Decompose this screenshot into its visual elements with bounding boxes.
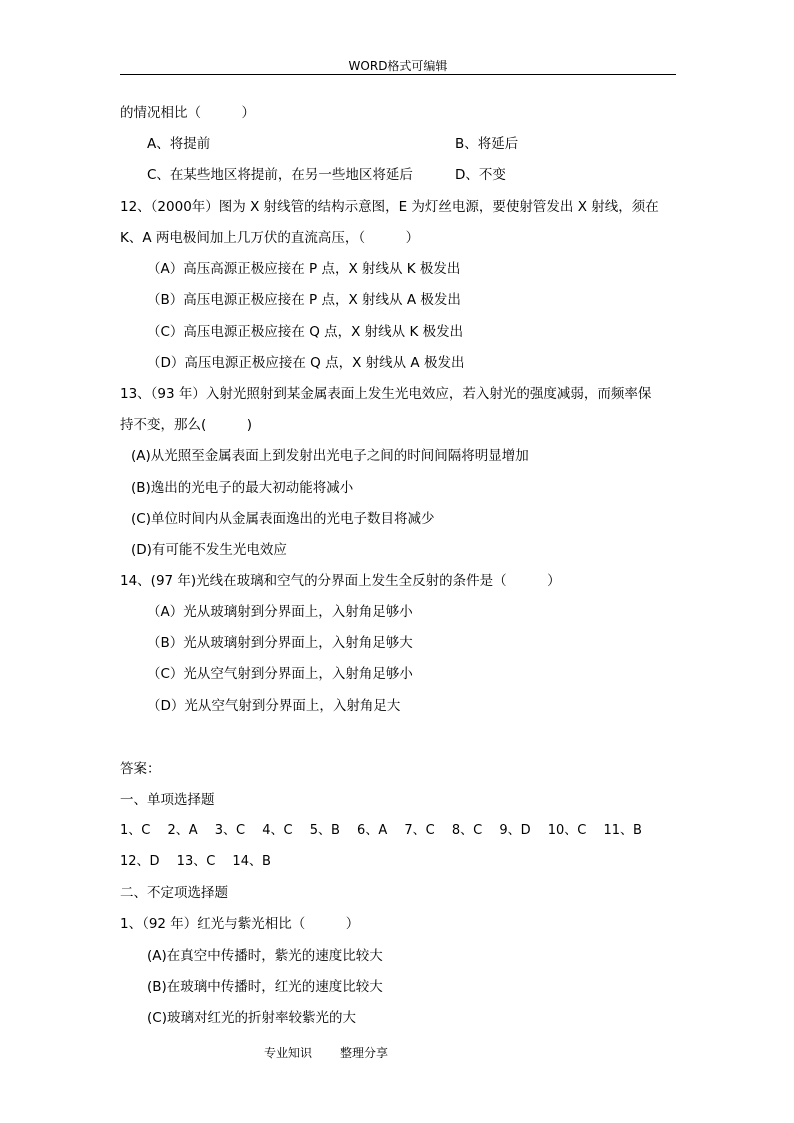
q14-option: （C）光从空气射到分界面上，入射角足够小 <box>147 666 413 682</box>
q12-option: （C）高压电源正极应接在 Q 点，X 射线从 K 极发出 <box>147 324 464 340</box>
answers-section-single: 一、单项选择题 <box>120 792 215 808</box>
q11-stem-tail: 的情况相比（ ） <box>120 105 255 121</box>
answers-heading: 答案： <box>120 761 161 777</box>
q12-stem-line2: K、A 两电极间加上几万伏的直流高压，（ ） <box>120 230 420 246</box>
answers-line2: 12、D 13、C 14、B <box>120 854 271 869</box>
q13-stem-line1: 13、（93 年）入射光照射到某金属表面上发生光电效应，若入射光的强度减弱，而频率保 <box>120 386 652 402</box>
q2-1-option: (C)玻璃对红光的折射率较紫光的大 <box>147 1010 356 1026</box>
q12-stem-line1: 12、（2000年）图为 X 射线管的结构示意图，E 为灯丝电源，要使射管发出 X 射线，须在 <box>120 199 659 215</box>
q11-option-b: B、将延后 <box>455 136 519 152</box>
q14-stem: 14、(97 年)光线在玻璃和空气的分界面上发生全反射的条件是（ ） <box>120 573 561 589</box>
q13-option: (B)逸出的光电子的最大初动能将减小 <box>131 480 354 496</box>
q13-stem-line2: 持不变，那么( ) <box>120 417 253 433</box>
answers-line1: 1、C 2、A 3、C 4、C 5、B 6、A 7、C 8、C 9、D 10、C 11、B <box>120 823 642 838</box>
page-header: WORD格式可编辑 <box>348 59 448 73</box>
q14-option: （B）光从玻璃射到分界面上，入射角足够大 <box>147 635 413 651</box>
q14-option: （A）光从玻璃射到分界面上，入射角足够小 <box>147 604 413 620</box>
q12-option: （A）高压高源正极应接在 P 点，X 射线从 K 极发出 <box>147 261 461 277</box>
q11-option-c: C、在某些地区将提前，在另一些地区将延后 <box>147 167 413 183</box>
footer-left: 专业知识 <box>264 1046 313 1060</box>
q13-option: (D)有可能不发生光电效应 <box>131 542 287 558</box>
q2-1-stem: 1、（92 年）红光与紫光相比（ ） <box>120 916 360 932</box>
header-rule <box>120 74 676 75</box>
q13-option: (A)从光照至金属表面上到发射出光电子之间的时间间隔将明显增加 <box>131 448 529 464</box>
q12-option: （B）高压电源正极应接在 P 点，X 射线从 A 极发出 <box>147 292 461 308</box>
q2-1-option: (B)在玻璃中传播时，红光的速度比较大 <box>147 979 383 995</box>
q14-option: （D）光从空气射到分界面上，入射角足大 <box>147 698 401 714</box>
answers-section-multi: 二、不定项选择题 <box>120 885 228 901</box>
q12-option: （D）高压电源正极应接在 Q 点，X 射线从 A 极发出 <box>147 355 465 371</box>
footer-right: 整理分享 <box>340 1046 389 1060</box>
q11-option-a: A、将提前 <box>147 136 211 152</box>
q13-option: (C)单位时间内从金属表面逸出的光电子数目将减少 <box>131 511 435 527</box>
q11-option-d: D、不变 <box>455 167 506 183</box>
q2-1-option: (A)在真空中传播时，紫光的速度比较大 <box>147 948 383 964</box>
